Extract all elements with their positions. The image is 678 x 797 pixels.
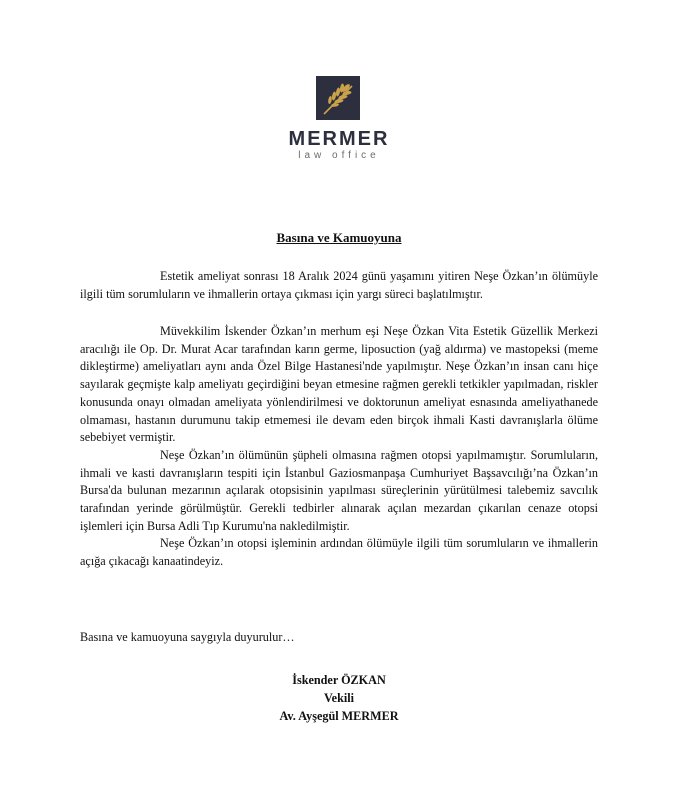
paragraph-conclusion: Neşe Özkan’ın otopsi işleminin ardından ölümüyle ilgili tüm sorumluların ve ihmallerin açığa çıkacağı kanaatindeyiz. [80, 536, 598, 569]
signature-lawyer: Av. Ayşegül MERMER [279, 709, 399, 723]
paragraph-intro: Estetik ameliyat sonrası 18 Aralık 2024 günü yaşamını yitiren Neşe Özkan’ın ölümüyle ilgili tüm sorumluların ve ihmallerin ortaya çıkması için yargı süreci başlatılmıştır. [80, 269, 598, 301]
brand-name: MERMER [288, 128, 390, 150]
intro-section [80, 268, 598, 303]
closing-line: Basına ve kamuoyuna saygıyla duyurulur… [80, 630, 295, 644]
signature-block [0, 671, 678, 725]
signature-role: Vekili [323, 691, 355, 705]
paragraph-details: Müvekkilim İskender Özkan’ın merhum eşi Neşe Özkan Vita Estetik Güzellik Merkezi aracılığı ile Op. Dr. Murat Acar tarafından karın germe, liposuction (yağ aldırma) ve mastopeksi (meme dikleştirme) ameliyatları aynı anda Özel Bilge Hastanesi'nde yapılmıştır. Neşe Özkan’ın insan canı hiçe sayılarak geçmişte kalp ameliyatı geçirdiğini beyan etmesine rağmen gerekli tetkikler yapılmadan, riskler konusunda onayı olmadan ameliyata yönlendirilmesi ve doktorunun ameliyat esnasında ameliyathanede olmaması, hastanın durumunu takip etmemesi ile devam eden birçok ihmali Kasti davranışlarla ölüme sebebiyet vermiştir. [80, 324, 598, 445]
document-title-text: Basına ve Kamuoyuna [276, 230, 402, 245]
brand-subtitle: law office [298, 150, 380, 161]
paragraph-autopsy: Neşe Özkan’ın ölümünün şüpheli olmasına rağmen otopsi yapılmamıştır. Sorumluların, ihmali ve kasti davranışların tespiti için İstanbul Gaziosmanpaşa Cumhuriyet Başsavcılığı’na Özkan’ın Bursa'da bulunan mezarının açılarak otopsisinin yapılması süreçlerinin yürütülmesi talebemiz savcılık tarafından yerinde görülmüştür. Gerekli tedbirler alınarak açılan mezardan çıkarılan cenaze otopsi işlemleri için Bursa Adli Tıp Kurumu'na nakledilmiştir. [80, 447, 598, 533]
signature-name: İskender ÖZKAN [292, 673, 386, 687]
wheat-stalk-icon [316, 76, 360, 120]
document-title [0, 230, 678, 246]
details-section [80, 323, 598, 571]
firm-logo [316, 76, 360, 120]
